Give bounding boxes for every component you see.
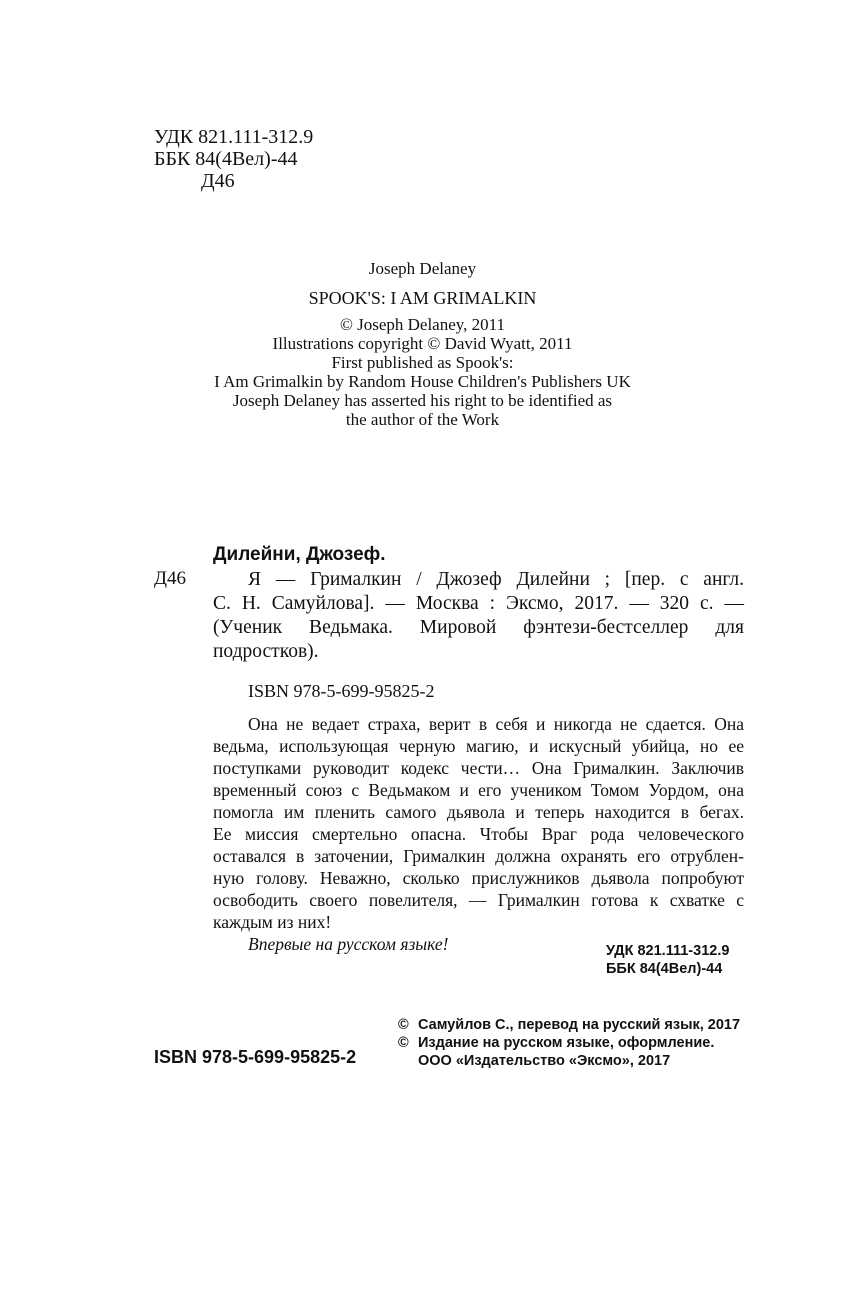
annotation-line: оставался в заточении, Грималкин должна охранять его отрублен-	[213, 846, 744, 866]
annotation-line: Она не ведает страха, верит в себя и никогда не сдается. Она	[248, 714, 744, 734]
original-title: SPOOK'S: I AM GRIMALKIN	[308, 288, 537, 308]
annotation-line: временный союз с Ведьмаком и его учеником Томом Уордом, она	[213, 780, 744, 800]
annotation-line: помогла им пленить самого дьявола и теперь находится в бегах.	[213, 802, 744, 822]
copyright-notices	[398, 1016, 740, 1070]
annotation-line: освободить своего повелителя, — Грималкин готова к схватке с	[213, 890, 744, 910]
credit-line: Illustrations copyright © David Wyatt, 2011	[272, 334, 573, 353]
bottom-classification-codes	[606, 942, 729, 978]
annotation-line: каждым из них!	[213, 912, 332, 932]
original-author: Joseph Delaney	[368, 259, 477, 278]
copyright-edition: © Издание на русском языке, оформление.	[398, 1035, 715, 1051]
bibliographic-description	[213, 568, 744, 664]
author-mark-side: Д46	[154, 568, 186, 589]
isbn: ISBN 978-5-699-95825-2	[248, 681, 435, 701]
bbk-code-bottom: ББК 84(4Вел)-44	[606, 961, 723, 977]
annotation-line: Ее миссия смертельно опасна. Чтобы Враг рода человеческого	[213, 824, 744, 844]
credit-line: the author of the Work	[345, 410, 500, 429]
copyright-translation: © Самуйлов С., перевод на русский язык, 2017	[398, 1017, 741, 1033]
copyright-symbol: ©	[398, 1035, 409, 1051]
udk-code: УДК 821.111-312.9	[154, 126, 314, 148]
author-mark: Д46	[201, 170, 235, 192]
annotation-line: поступками руководит кодекс чести… Она Грималкин. Заключив	[213, 758, 744, 778]
credit-line: © Joseph Delaney, 2011	[339, 315, 506, 334]
description-line: С. Н. Самуйлова]. — Москва : Эксмо, 2017. — 320 с. —	[213, 593, 744, 614]
top-classification-codes	[154, 126, 313, 192]
bbk-code: ББК 84(4Вел)-44	[154, 148, 298, 170]
description-line: Я — Грималкин / Джозеф Дилейни ; [пер. с англ.	[248, 569, 744, 590]
isbn-bottom: ISBN 978-5-699-95825-2	[154, 1047, 357, 1067]
annotation-line: ную голову. Неважно, сколько прислужников дьявола попробуют	[213, 868, 744, 888]
credit-line: I Am Grimalkin by Random House Children's Publishers UK	[214, 372, 631, 391]
copyright-symbol: ©	[398, 1017, 409, 1033]
description-line: (Ученик Ведьмака. Мировой фэнтези-бестселлер для	[213, 617, 744, 638]
original-edition-credits	[180, 258, 665, 429]
annotation	[213, 713, 744, 933]
annotation-line: ведьма, использующая черную магию, и искусный убийца, но ее	[213, 736, 744, 756]
credit-line: Joseph Delaney has asserted his right to be identified as	[232, 391, 613, 410]
udk-code-bottom: УДК 821.111-312.9	[606, 943, 730, 959]
copyright-publisher: ООО «Издательство «Эксмо», 2017	[418, 1053, 671, 1069]
credit-line: First published as Spook's:	[331, 353, 514, 372]
first-time-note: Впервые на русском языке!	[248, 934, 449, 954]
description-line: подростков).	[213, 641, 319, 662]
author-heading: Дилейни, Джозеф.	[213, 544, 386, 565]
